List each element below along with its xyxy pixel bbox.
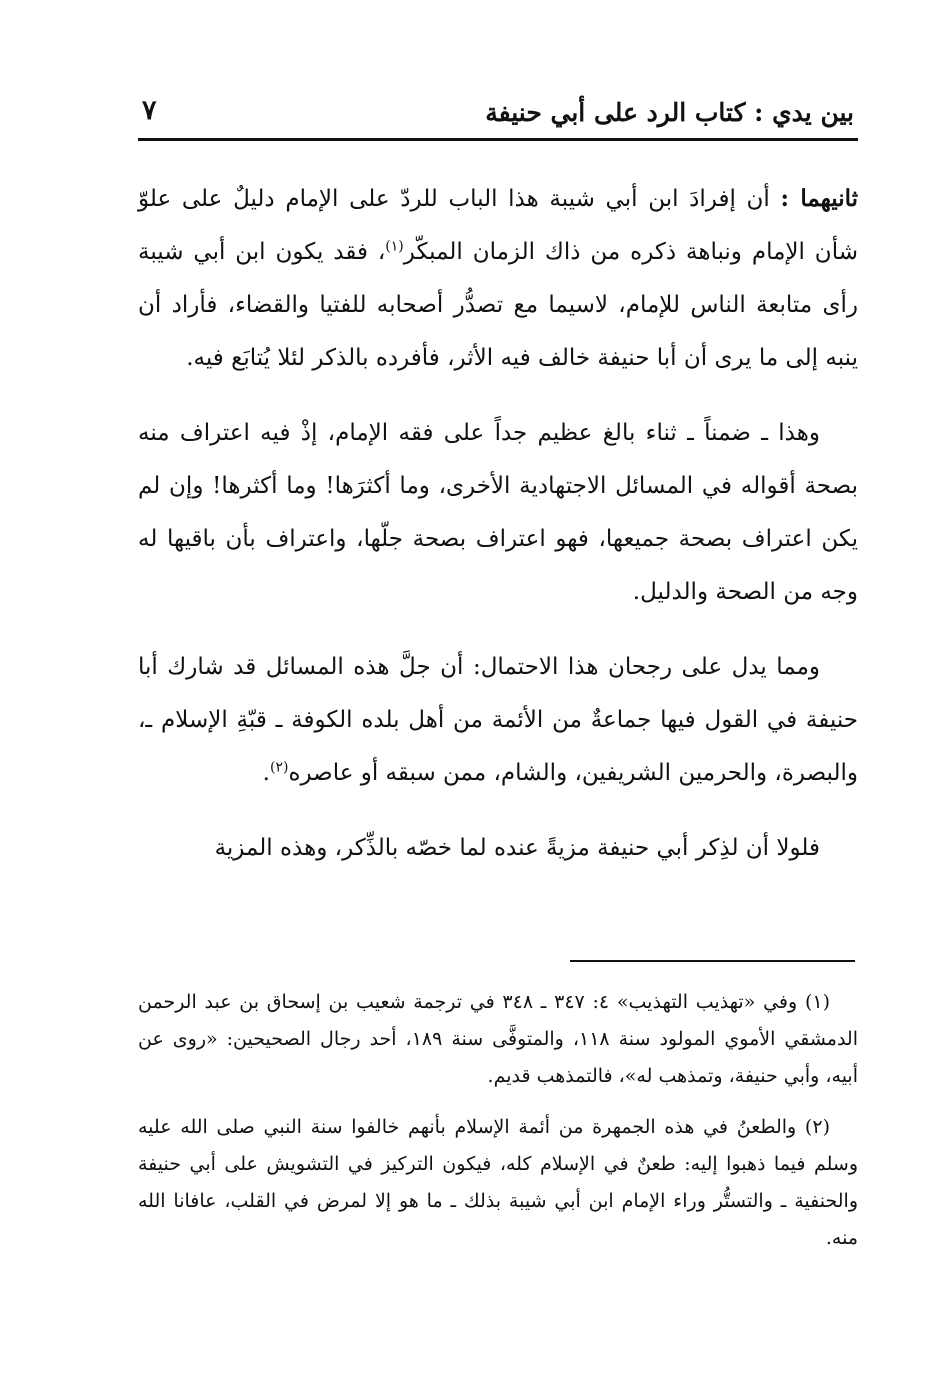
paragraph-text-cont: ، فقد يكون ابن أبي شيبة رأى متابعة الناس للإمام، لاسيما مع تصدُّر أصحابه للفتيا والقضاء، فأراد أن ينبه إلى ما يرى أن أبا حنيفة خالف فيه الأثر، فأفرده بالذكر لئلا يُتابَع فيه. — [138, 239, 858, 371]
paragraph-end: . — [262, 760, 270, 786]
paragraph-4: فلولا أن لذِكر أبي حنيفة مزيةً عنده لما خصّه بالذِّكر، وهذه المزية — [214, 835, 820, 861]
main-text — [138, 172, 858, 897]
footnotes — [138, 984, 858, 1271]
paragraph-text: ومما يدل على رجحان هذا الاحتمال: أن جلَّ هذه المسائل قد شارك أبا حنيفة في القول فيها جماعةٌ من الأئمة من أهل بلده الكوفة ـ قبّةِ الإسلام ـ، والبصرة، والحرمين الشريفين، والشام، ممن سبقه أو عاصره — [138, 654, 858, 786]
page-number: ٧ — [142, 95, 157, 126]
paragraph-lead: ثانيهما : — [780, 185, 859, 212]
running-title: بين يدي : كتاب الرد على أبي حنيفة — [485, 98, 854, 127]
footnote-separator — [570, 960, 855, 962]
footnote-ref-1: (١) — [385, 238, 404, 255]
paragraph-1 — [138, 172, 858, 385]
footnote-1: (١) وفي «تهذيب التهذيب» ٤: ٣٤٧ ـ ٣٤٨ في ترجمة شعيب بن إسحاق بن عبد الرحمن الدمشقي الأموي المولود سنة ١١٨، والمتوفَّى سنة ١٨٩، أحد رجال الصحيحين: «روى عن أبيه، وأبي حنيفة، وتمذهب له»، فالتمذهب قديم. — [138, 991, 858, 1087]
paragraph-2: وهذا ـ ضمناً ـ ثناء بالغ عظيم جداً على فقه الإمام، إذْ فيه اعتراف منه بصحة أقواله في المسائل الاجتهادية الأخرى، وما أكثرَها! وما أكثرها! وإن لم يكن اعتراف بصحة جميعها، فهو اعتراف بصحة جلّها، واعتراف بأن باقيها له وجه من الصحة والدليل. — [138, 420, 858, 605]
paragraph-text: أن إفرادَ ابن أبي شيبة هذا الباب للردّ على الإمام دليلٌ على علوّ شأن الإمام ونباهة ذكره من ذاك الزمان المبكّر — [138, 186, 858, 265]
page-header — [138, 92, 858, 141]
footnote-2: (٢) والطعنُ في هذه الجمهرة من أئمة الإسلام بأنهم خالفوا سنة النبي صلى الله عليه وسلم فيما ذهبوا إليه: طعنٌ في الإسلام كله، فيكون التركيز في التشويش على أبي حنيفة والحنفية ـ والتستُّر وراء الإمام ابن أبي شيبة بذلك ـ ما هو إلا لمرض في القلب، عافانا الله منه. — [138, 1116, 858, 1249]
footnote-ref-2: (٢) — [269, 759, 289, 776]
paragraph-3 — [138, 641, 858, 800]
